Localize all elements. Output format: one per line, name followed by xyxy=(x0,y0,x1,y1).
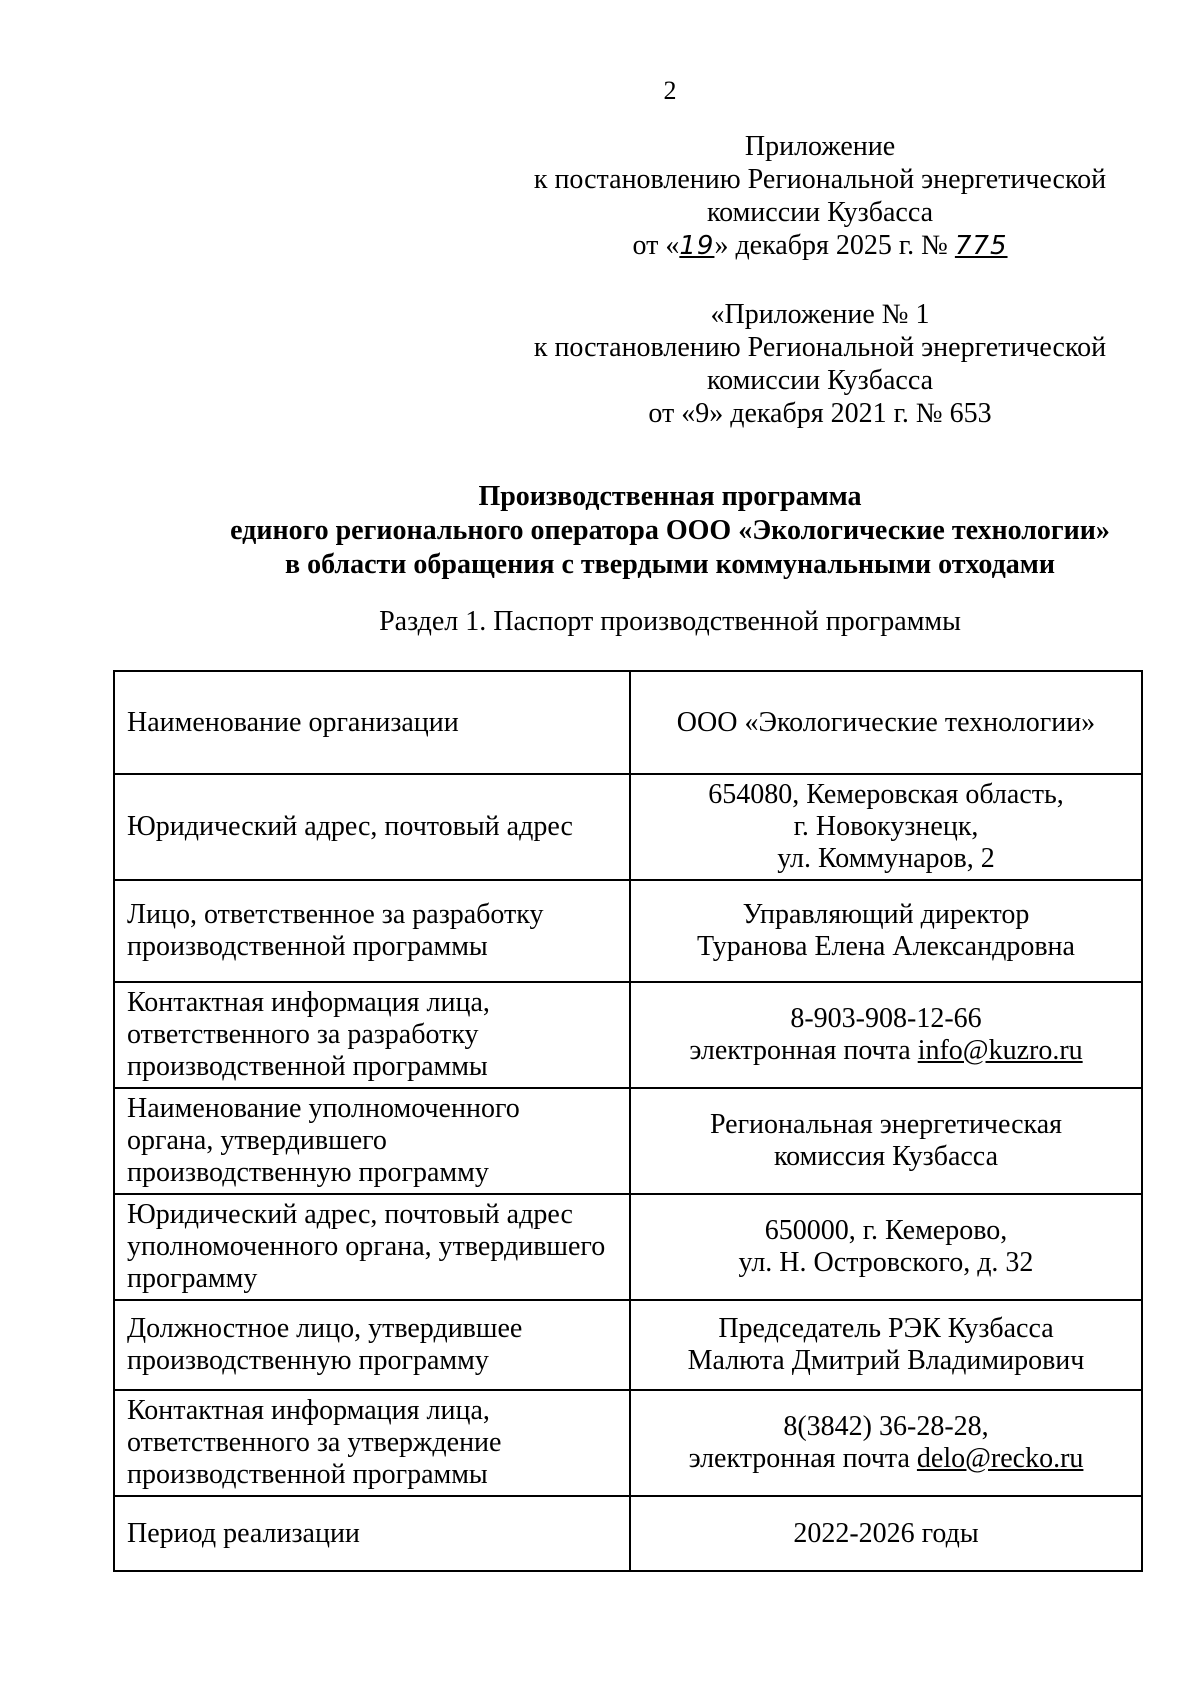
row-value xyxy=(630,1390,1142,1496)
row-value xyxy=(630,1194,1142,1300)
document-title xyxy=(160,480,1180,582)
value-line: 654080, Кемеровская область, xyxy=(708,779,1064,810)
label-line: Контактная информация лица, xyxy=(127,1395,490,1426)
appendix-line: от «9» декабря 2021 г. № 653 xyxy=(648,398,992,429)
passport-table xyxy=(113,670,1143,1572)
row-label xyxy=(114,1194,630,1300)
row-label xyxy=(114,1088,630,1194)
table-row xyxy=(114,1390,1142,1496)
email-prefix: электронная почта xyxy=(688,1443,917,1474)
row-value xyxy=(630,1496,1142,1571)
value-line: г. Новокузнецк, xyxy=(793,811,979,842)
value-line: Туранова Елена Александровна xyxy=(697,931,1075,962)
email-line xyxy=(643,1035,1129,1067)
appendix-line: комиссии Кузбасса xyxy=(706,365,934,396)
value-line: Председатель РЭК Кузбасса xyxy=(718,1313,1054,1344)
row-value xyxy=(630,774,1142,880)
label-line: Юридический адрес, почтовый адрес xyxy=(127,811,573,842)
label-line: Наименование организации xyxy=(127,706,459,738)
value-line: Управляющий директор xyxy=(742,899,1030,930)
value-line: комиссия Кузбасса xyxy=(774,1141,998,1172)
label-line: производственную программу xyxy=(127,1345,489,1376)
appendix-header-current xyxy=(520,130,1120,263)
label-line: производственной программы xyxy=(127,1051,488,1082)
row-value xyxy=(630,1088,1142,1194)
section-title: Раздел 1. Паспорт производственной программы xyxy=(379,606,961,637)
appendix-line: к постановлению Региональной энергетической xyxy=(533,332,1107,363)
table-row xyxy=(114,982,1142,1088)
table-row xyxy=(114,880,1142,982)
value-line: Региональная энергетическая xyxy=(709,1109,1063,1140)
value-line: 650000, г. Кемерово, xyxy=(764,1215,1008,1246)
appendix-header-original xyxy=(520,298,1120,430)
email-link[interactable]: info@kuzro.ru xyxy=(917,1035,1083,1066)
page-number: 2 xyxy=(663,76,677,105)
value-line: 8(3842) 36-28-28, xyxy=(783,1411,989,1442)
row-label xyxy=(114,1496,630,1571)
value-line: Малюта Дмитрий Владимирович xyxy=(687,1345,1085,1376)
label-line: ответственного за разработку xyxy=(127,1019,479,1050)
row-value xyxy=(630,1300,1142,1390)
value-line: ул. Коммунаров, 2 xyxy=(777,843,995,874)
value-line: 2022-2026 годы xyxy=(793,1517,979,1549)
row-value xyxy=(630,671,1142,774)
label-line: Наименование уполномоченного xyxy=(127,1093,520,1124)
email-prefix: электронная почта xyxy=(689,1035,918,1066)
label-line: производственной программы xyxy=(127,931,488,962)
row-value xyxy=(630,982,1142,1088)
appendix-date-line xyxy=(520,229,1120,263)
table-row xyxy=(114,671,1142,774)
label-line: Юридический адрес, почтовый адрес xyxy=(127,1199,573,1230)
date-prefix: от « xyxy=(632,230,680,261)
handwritten-number: 775 xyxy=(954,231,1008,261)
label-line: ответственного за утверждение xyxy=(127,1427,502,1458)
label-line: Контактная информация лица, xyxy=(127,987,490,1018)
table-row xyxy=(114,1496,1142,1571)
label-line: производственную программу xyxy=(127,1157,489,1188)
appendix-line: Приложение xyxy=(744,131,896,162)
table-row xyxy=(114,1300,1142,1390)
row-label xyxy=(114,1390,630,1496)
label-line: органа, утвердившего xyxy=(127,1125,387,1156)
title-line: единого регионального оператора ООО «Экологические технологии» xyxy=(230,515,1110,546)
table-row xyxy=(114,1088,1142,1194)
row-label xyxy=(114,671,630,774)
email-link[interactable]: delo@recko.ru xyxy=(916,1443,1084,1474)
label-line: Период реализации xyxy=(127,1517,360,1549)
value-line: 8-903-908-12-66 xyxy=(790,1003,982,1034)
appendix-line: «Приложение № 1 xyxy=(710,299,930,330)
row-label xyxy=(114,1300,630,1390)
appendix-line: комиссии Кузбасса xyxy=(706,197,934,228)
handwritten-day: 19 xyxy=(679,231,715,261)
row-label xyxy=(114,774,630,880)
table-row xyxy=(114,1194,1142,1300)
label-line: уполномоченного органа, утвердившего xyxy=(127,1231,606,1262)
row-label xyxy=(114,880,630,982)
row-label xyxy=(114,982,630,1088)
row-value xyxy=(630,880,1142,982)
value-line: ООО «Экологические технологии» xyxy=(676,706,1096,738)
email-line xyxy=(643,1443,1129,1475)
label-line: Лицо, ответственное за разработку xyxy=(127,899,544,930)
table-row xyxy=(114,774,1142,880)
date-middle: » декабря 2025 г. № xyxy=(714,230,948,261)
title-line: в области обращения с твердыми коммунальными отходами xyxy=(284,549,1055,580)
value-line: ул. Н. Островского, д. 32 xyxy=(738,1247,1034,1278)
label-line: программу xyxy=(127,1263,258,1294)
label-line: Должностное лицо, утвердившее xyxy=(127,1313,523,1344)
title-line: Производственная программа xyxy=(478,481,862,512)
label-line: производственной программы xyxy=(127,1459,488,1490)
appendix-line: к постановлению Региональной энергетической xyxy=(533,164,1107,195)
